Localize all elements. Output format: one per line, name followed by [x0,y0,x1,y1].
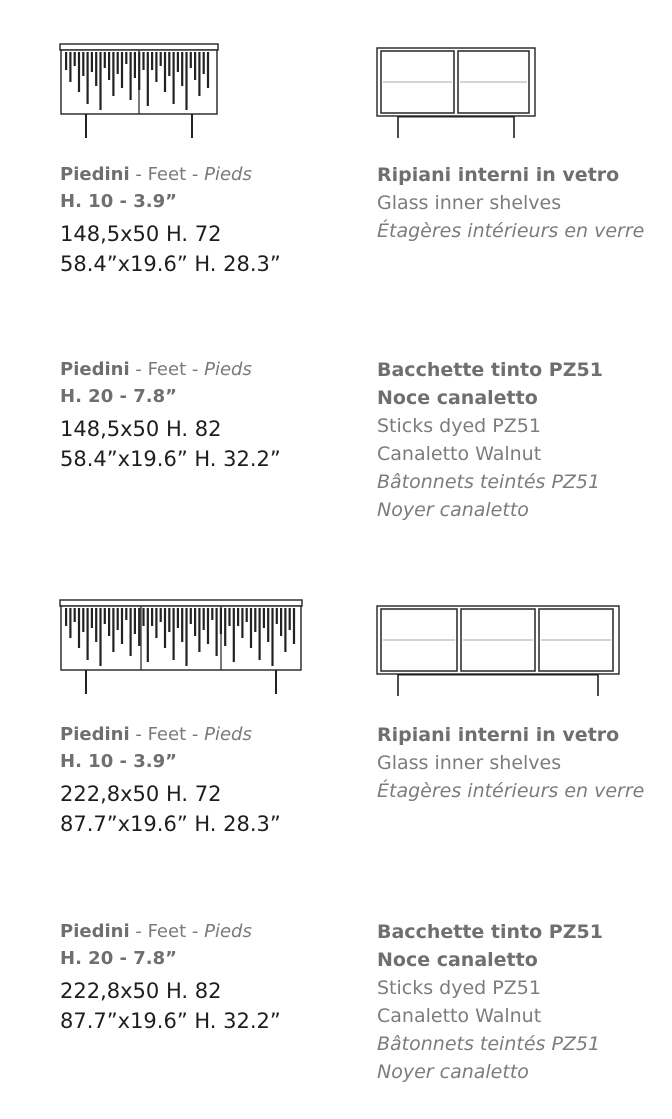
info-en-1: Sticks dyed PZ51 [377,415,541,437]
stick [160,608,162,622]
feet-height: H. 10 - 3.9” [60,191,177,212]
stick [263,608,265,628]
stick [164,608,166,648]
stick [271,608,273,666]
info-subtitle-it: Noce canaletto [377,949,538,971]
info-en-1: Sticks dyed PZ51 [377,977,541,999]
sideboard-3door-front-drawing [58,598,308,698]
stick [130,52,132,100]
stick [207,52,209,88]
dimensions-cm: 222,8x50 H. 72 [60,782,222,806]
stick [74,52,76,66]
stick [78,52,80,92]
info-fr-2: Noyer canaletto [377,1061,529,1083]
stick [134,608,136,634]
stick [151,52,153,70]
stick [82,608,84,632]
stick [254,608,256,632]
stick [151,608,153,626]
top-panel [60,600,302,606]
stick [147,608,149,662]
stick [190,608,192,624]
feet-label: Piedini - Feet - Pieds [60,164,252,185]
dimensions-cm: 222,8x50 H. 82 [60,979,222,1003]
stick [87,52,89,104]
stick [181,608,183,642]
dimensions-cm: 148,5x50 H. 72 [60,222,222,246]
spec-block-3 [60,721,281,839]
stick [267,608,269,642]
stick [194,52,196,80]
dimensions-inch: 87.7”x19.6” H. 32.2” [60,1009,281,1033]
feet-height: H. 20 - 7.8” [60,948,177,969]
stick [198,608,200,652]
stick [198,52,200,96]
stick [134,52,136,78]
stick [284,608,286,652]
spec-block-2 [60,356,281,474]
stick [125,608,127,620]
dimensions-inch: 58.4”x19.6” H. 32.2” [60,447,281,471]
stick [168,52,170,76]
info-en: Glass inner shelves [377,752,562,774]
sideboard-3door-interior-drawing [374,604,626,704]
info-title-it: Ripiani interni in vetro [377,724,620,746]
stick [117,52,119,74]
top-panel [60,44,218,50]
stick [65,52,67,70]
info-en-2: Canaletto Walnut [377,443,542,465]
stick [173,52,175,104]
info-block-1 [377,161,644,245]
stick [173,608,175,660]
info-title-it: Bacchette tinto PZ51 [377,359,603,381]
stick [155,608,157,638]
info-block-3 [377,721,644,805]
stick [108,52,110,80]
stick [185,608,187,666]
stick [203,52,205,74]
spec-block-4 [60,918,281,1036]
stick [91,52,93,72]
stick [289,608,291,630]
stick [241,608,243,638]
feet-height: H. 10 - 3.9” [60,751,177,772]
stick [228,608,230,626]
stick [216,608,218,656]
info-fr: Étagères intérieurs en verre [377,220,645,242]
stick [95,608,97,642]
sideboard-2door-front-drawing [58,42,228,142]
stick [99,608,101,666]
stick [112,52,114,96]
stick [233,608,235,662]
stick [74,608,76,622]
dimensions-inch: 58.4”x19.6” H. 28.3” [60,252,281,276]
stick [65,608,67,626]
stick [138,608,140,646]
stick [142,52,144,70]
info-fr-1: Bâtonnets teintés PZ51 [377,471,601,493]
dimensions-inch: 87.7”x19.6” H. 28.3” [60,812,281,836]
stick [142,608,144,626]
feet-height: H. 20 - 7.8” [60,386,177,407]
stick [147,52,149,106]
stick [207,608,209,644]
stick [203,608,205,630]
stick [108,608,110,636]
info-title-it: Bacchette tinto PZ51 [377,921,603,943]
info-fr-1: Bâtonnets teintés PZ51 [377,1033,601,1055]
stick [160,52,162,66]
stick [87,608,89,660]
stick [130,608,132,656]
stick [168,608,170,632]
stick [181,52,183,86]
stick [220,608,222,634]
stick [246,608,248,622]
dimensions-cm: 148,5x50 H. 82 [60,417,222,441]
stick [190,52,192,68]
stick [112,608,114,652]
info-block-4 [377,918,603,1086]
stick [237,608,239,626]
stick [104,52,106,68]
stick [280,608,282,636]
stick [259,608,261,660]
stick [155,52,157,82]
info-fr: Étagères intérieurs en verre [377,780,645,802]
spec-block-1 [60,161,281,279]
stick [276,608,278,624]
stick [121,608,123,644]
stick [121,52,123,88]
stick [78,608,80,648]
stick [194,608,196,636]
sideboard-2door-interior-drawing [374,46,544,146]
stick [69,52,71,82]
stick [185,52,187,110]
stick [69,608,71,638]
stick [138,52,140,90]
info-title-it: Ripiani interni in vetro [377,164,620,186]
stick [164,52,166,92]
info-en-2: Canaletto Walnut [377,1005,542,1027]
info-en: Glass inner shelves [377,192,562,214]
stick [82,52,84,76]
stick [117,608,119,630]
stick [250,608,252,648]
info-fr-2: Noyer canaletto [377,499,529,521]
feet-label: Piedini - Feet - Pieds [60,921,252,942]
stick [104,608,106,624]
stick [91,608,93,628]
stick [95,52,97,86]
feet-label: Piedini - Feet - Pieds [60,724,252,745]
info-block-2 [377,356,603,524]
stick [211,608,213,620]
stick [177,52,179,72]
stick [293,608,295,644]
info-subtitle-it: Noce canaletto [377,387,538,409]
stick [224,608,226,646]
stick [99,52,101,110]
stick [125,52,127,64]
feet-label: Piedini - Feet - Pieds [60,359,252,380]
stick [177,608,179,628]
